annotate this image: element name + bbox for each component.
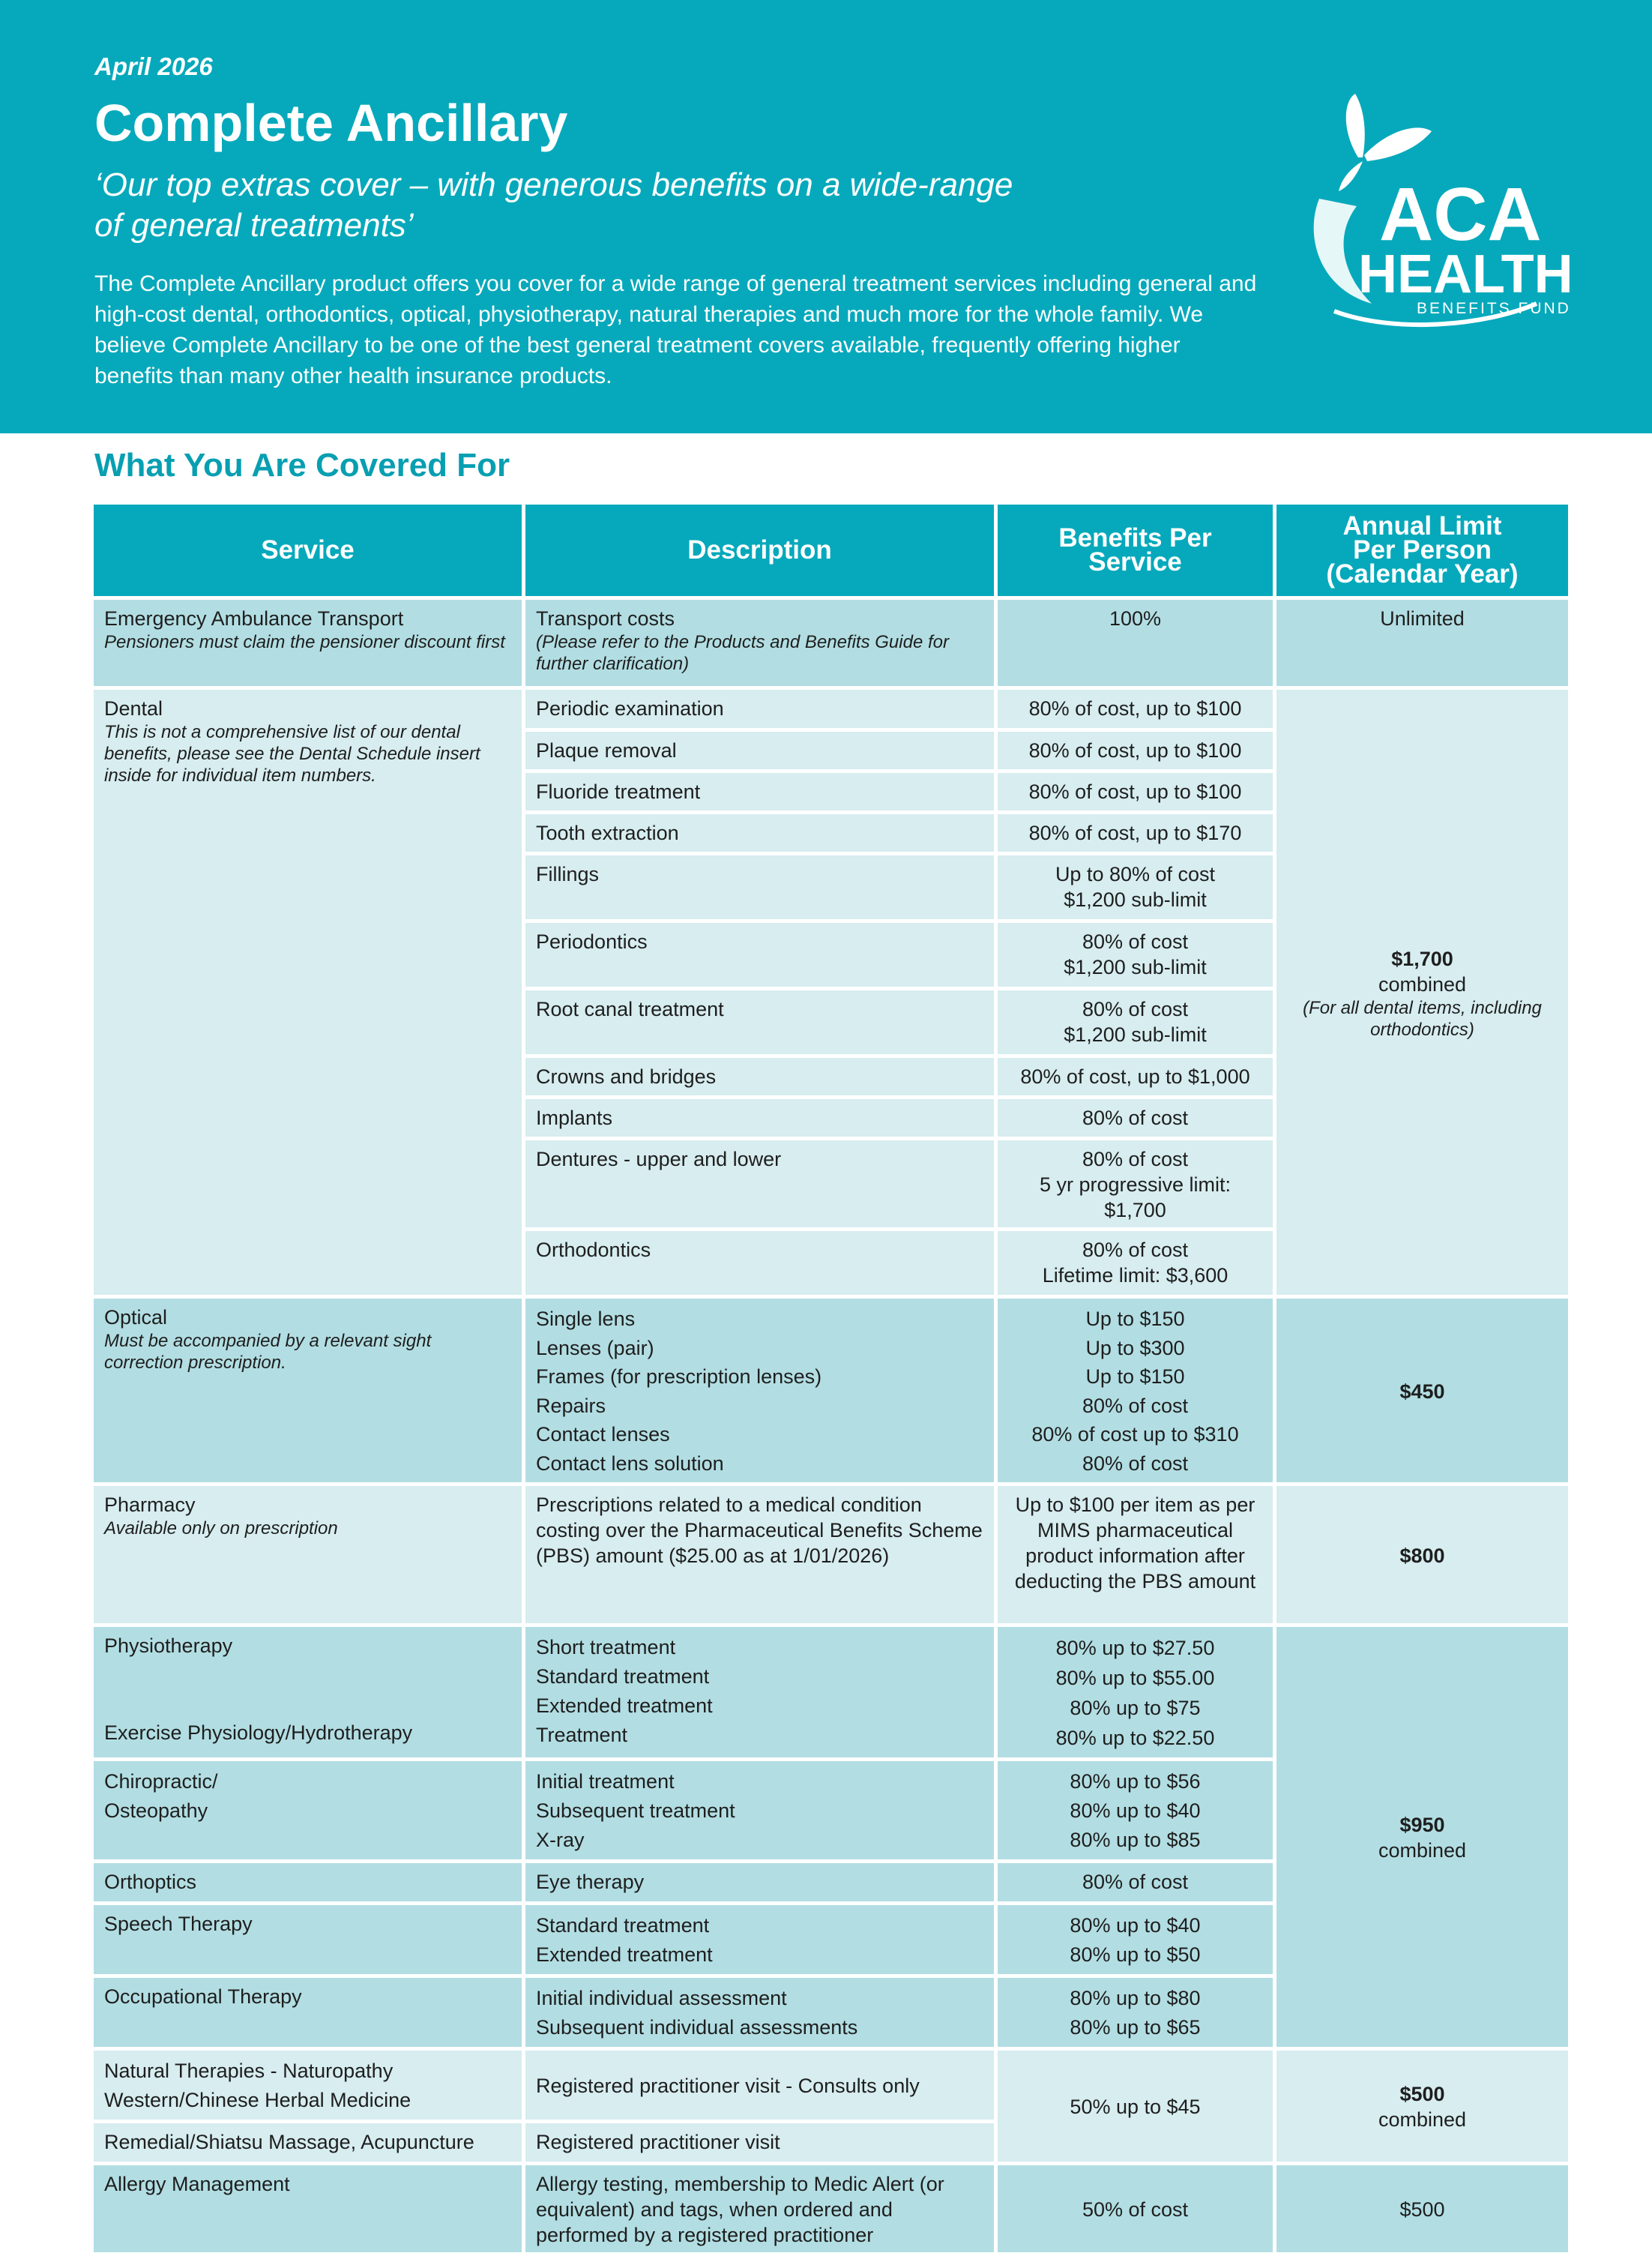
- benefit-line: 80% of cost: [1082, 930, 1189, 953]
- table-row: [92, 688, 1570, 730]
- description-cell: Periodontics: [524, 921, 996, 989]
- benefit-line: $1,200 sub-limit: [1064, 888, 1207, 911]
- description-line: Single lens: [536, 1308, 636, 1330]
- benefit-cell: [996, 1904, 1275, 1976]
- benefit-cell: [996, 1976, 1275, 2049]
- description-line: Treatment: [536, 1724, 628, 1746]
- service-name: Osteopathy: [104, 1799, 208, 1822]
- aca-health-logo: [1289, 86, 1574, 334]
- limit-note: (For all dental items, including orthodontics): [1303, 997, 1542, 1040]
- benefit-line: 80% up to $85: [1070, 1829, 1201, 1851]
- benefit-line: Up to $150: [1085, 1365, 1185, 1388]
- limit-word: combined: [1378, 972, 1467, 996]
- service-name: Emergency Ambulance Transport: [104, 607, 404, 630]
- description-line: Initial individual assessment: [536, 1987, 787, 2009]
- benefit-line: Lifetime limit: $3,600: [1042, 1264, 1229, 1287]
- description-text: Registered practitioner visit - Consults only: [536, 2075, 920, 2097]
- benefit-cell: 80% of cost, up to $100: [996, 730, 1275, 771]
- description-line: Lenses (pair): [536, 1336, 654, 1359]
- service-optical: [92, 1297, 524, 1485]
- tagline-line-1: ‘Our top extras cover – with generous benefits on a wide-range: [94, 166, 1013, 203]
- page-title: Complete Ancillary: [94, 94, 568, 152]
- benefit-line: 80% up to $40: [1070, 1914, 1201, 1937]
- service-note: Must be accompanied by a relevant sight correction prescription.: [104, 1331, 432, 1373]
- limit-cell: $450: [1275, 1297, 1570, 1485]
- benefit-line: 80% up to $50: [1070, 1943, 1201, 1966]
- description-cell: [524, 1904, 996, 1976]
- benefit-line: 80% of cost: [1082, 1239, 1189, 1261]
- description-cell: [524, 1760, 996, 1862]
- benefit-cell: 80% of cost, up to $100: [996, 688, 1275, 730]
- header-benefits-line-1: Benefits Per: [1058, 523, 1212, 553]
- service-name: Dental: [104, 697, 163, 720]
- benefit-line: 80% up to $22.50: [1055, 1727, 1215, 1749]
- service-speech-therapy: Speech Therapy: [92, 1904, 524, 1976]
- service-note: This is not a comprehensive list of our dental benefits, please see the Dental Schedule insert inside for individual item numbers.: [104, 722, 480, 786]
- benefit-cell: [996, 1760, 1275, 1862]
- tagline: [94, 165, 1264, 246]
- description-cell: Dentures - upper and lower: [524, 1139, 996, 1230]
- benefit-line: 80% up to $40: [1070, 1799, 1201, 1822]
- service-orthoptics: Orthoptics: [92, 1862, 524, 1904]
- service-name: Physiotherapy: [104, 1634, 233, 1657]
- benefit-cell: 80% of cost, up to $100: [996, 771, 1275, 813]
- description-cell: Root canal treatment: [524, 989, 996, 1056]
- description-line: Extended treatment: [536, 1943, 713, 1966]
- description-cell: Tooth extraction: [524, 813, 996, 854]
- description-line: Standard treatment: [536, 1914, 710, 1937]
- header-limit-line-1: Annual Limit: [1342, 511, 1502, 541]
- benefit-cell: 80% of cost: [996, 1862, 1275, 1904]
- description-line: Contact lens solution: [536, 1452, 724, 1475]
- description-cell: [524, 2049, 996, 2122]
- header-banner: [0, 0, 1652, 433]
- benefit-line: $1,200 sub-limit: [1064, 1023, 1207, 1046]
- benefit-cell: 100%: [996, 598, 1275, 688]
- limit-cell-950: [1275, 1625, 1570, 2049]
- benefit-cell: [996, 1297, 1275, 1485]
- description-cell: Prescriptions related to a medical condition costing over the Pharmaceutical Benefits Scheme (PBS) amount ($25.00 as at 1/01/2026): [524, 1485, 996, 1625]
- benefit-line: 5 yr progressive limit:: [1039, 1173, 1232, 1196]
- description-note: (Please refer to the Products and Benefits Guide for further clarification): [536, 632, 949, 674]
- description-text: Transport costs: [536, 607, 675, 630]
- benefit-line: 80% of cost: [1082, 1452, 1189, 1475]
- benefit-cell: [996, 1230, 1275, 1297]
- benefit-line: 80% up to $27.50: [1055, 1637, 1215, 1659]
- table-row: [92, 1625, 1570, 1760]
- logo-word-aca: ACA: [1379, 172, 1542, 256]
- limit-word: combined: [1378, 2108, 1467, 2131]
- description-line: Initial treatment: [536, 1770, 675, 1793]
- benefit-cell: 50% up to $45: [996, 2049, 1275, 2164]
- benefit-line: 80% of cost: [1082, 998, 1189, 1020]
- limit-cell: Unlimited: [1275, 598, 1570, 688]
- limit-cell: $800: [1275, 1485, 1570, 1625]
- benefit-line: $1,200 sub-limit: [1064, 956, 1207, 978]
- service-name: Natural Therapies - Naturopathy: [104, 2060, 394, 2082]
- intro-paragraph: The Complete Ancillary product offers you cover for a wide range of general treatment services including general and high-cost dental, orthodontics, optical, physiotherapy, natural therapies and much more for the whole family. We believe Complete Ancillary to be one of the best general treatment covers available, frequently offering higher benefits than many other health insurance products.: [94, 271, 1257, 388]
- description-cell: Periodic examination: [524, 688, 996, 730]
- description-line: Repairs: [536, 1394, 606, 1417]
- service-pharmacy: [92, 1485, 524, 1625]
- table-row: [92, 1297, 1570, 1485]
- description-line: Contact lenses: [536, 1423, 670, 1446]
- limit-cell: $500: [1275, 2164, 1570, 2255]
- service-allergy-management: Allergy Management: [92, 2164, 524, 2255]
- service-remedial-massage: Remedial/Shiatsu Massage, Acupuncture: [92, 2122, 524, 2164]
- service-name: Chiropractic/: [104, 1770, 218, 1793]
- table-row: [92, 598, 1570, 688]
- service-occupational-therapy: Occupational Therapy: [92, 1976, 524, 2049]
- description-cell: Implants: [524, 1098, 996, 1139]
- description-line: Standard treatment: [536, 1665, 710, 1688]
- benefit-line: 80% up to $65: [1070, 2016, 1201, 2039]
- service-physiotherapy: [92, 1625, 524, 1760]
- benefit-cell: [996, 854, 1275, 921]
- service-ambulance: [92, 598, 524, 688]
- benefit-cell: 80% of cost, up to $1,000: [996, 1056, 1275, 1098]
- header-service: Service: [92, 503, 524, 598]
- benefit-cell: Up to $100 per item as per MIMS pharmaceutical product information after deducting the PBS amount: [996, 1485, 1275, 1625]
- benefit-cell: 80% of cost, up to $170: [996, 813, 1275, 854]
- description-cell: Orthodontics: [524, 1230, 996, 1297]
- benefit-line: 80% up to $75: [1070, 1697, 1201, 1719]
- section-title: What You Are Covered For: [94, 447, 510, 484]
- description-cell: Registered practitioner visit: [524, 2122, 996, 2164]
- benefit-line: 80% up to $56: [1070, 1770, 1201, 1793]
- description-line: X-ray: [536, 1829, 585, 1851]
- service-name: Pharmacy: [104, 1494, 196, 1516]
- service-note: Available only on prescription: [104, 1518, 338, 1538]
- coverage-table: [90, 501, 1572, 2256]
- description-cell: [524, 1976, 996, 2049]
- benefit-cell: [996, 921, 1275, 989]
- service-natural-therapies: [92, 2049, 524, 2122]
- header-benefits: [996, 503, 1275, 598]
- limit-amount: $950: [1399, 1814, 1445, 1836]
- benefit-line: $1,700: [1104, 1199, 1166, 1221]
- description-cell: Crowns and bridges: [524, 1056, 996, 1098]
- description-cell: Eye therapy: [524, 1862, 996, 1904]
- description-cell: [524, 1297, 996, 1485]
- description-cell: Fillings: [524, 854, 996, 921]
- limit-cell-500: [1275, 2049, 1570, 2164]
- tagline-line-2: of general treatments’: [94, 207, 414, 244]
- service-dental: [92, 688, 524, 1297]
- service-name: Optical: [104, 1306, 168, 1329]
- service-name-2: Exercise Physiology/Hydrotherapy: [104, 1721, 413, 1744]
- header-benefits-line-2: Service: [1088, 547, 1182, 577]
- logo-word-fund: BENEFITS FUND: [1417, 300, 1571, 317]
- benefit-line: 80% of cost: [1082, 1394, 1189, 1417]
- benefit-line: Up to $150: [1085, 1308, 1185, 1330]
- description-cell: Plaque removal: [524, 730, 996, 771]
- benefit-line: Up to 80% of cost: [1055, 863, 1216, 885]
- logo-word-health: HEALTH: [1358, 244, 1573, 304]
- benefit-cell: 50% of cost: [996, 2164, 1275, 2255]
- description-line: Short treatment: [536, 1636, 676, 1658]
- header-limit-line-2: Per Person: [1353, 535, 1492, 565]
- description-cell: Allergy testing, membership to Medic Alert (or equivalent) and tags, when ordered and performed by a registered practitioner: [524, 2164, 996, 2255]
- table-row: [92, 2164, 1570, 2255]
- table-row: [92, 1485, 1570, 1625]
- benefit-line: 80% of cost up to $310: [1031, 1423, 1239, 1446]
- benefit-line: 80% up to $55.00: [1055, 1667, 1215, 1689]
- description-line: Subsequent treatment: [536, 1799, 735, 1822]
- description-cell: [524, 1625, 996, 1760]
- benefit-cell: 80% of cost: [996, 1098, 1275, 1139]
- benefit-cell: [996, 1625, 1275, 1760]
- description-line: Subsequent individual assessments: [536, 2016, 858, 2039]
- header-limit-line-3: (Calendar Year): [1326, 559, 1519, 589]
- description-cell: [524, 598, 996, 688]
- benefit-cell: [996, 989, 1275, 1056]
- limit-word: combined: [1378, 1839, 1467, 1862]
- limit-amount: $1,700: [1391, 947, 1453, 970]
- service-name: Western/Chinese Herbal Medicine: [104, 2089, 412, 2111]
- header-description: Description: [524, 503, 996, 598]
- table-row: [92, 2049, 1570, 2122]
- table-header-row: [92, 503, 1570, 598]
- benefit-line: 80% up to $80: [1070, 1987, 1201, 2009]
- description-line: Frames (for prescription lenses): [536, 1365, 822, 1388]
- benefit-line: 80% of cost: [1082, 1148, 1189, 1170]
- issue-date: April 2026: [94, 52, 213, 80]
- description-line: Extended treatment: [536, 1694, 713, 1717]
- description-cell: Fluoride treatment: [524, 771, 996, 813]
- header-annual-limit: [1275, 503, 1570, 598]
- benefit-cell: [996, 1139, 1275, 1230]
- limit-cell-dental: [1275, 688, 1570, 1297]
- service-note: Pensioners must claim the pensioner discount first: [104, 632, 505, 652]
- service-chiropractic: [92, 1760, 524, 1862]
- limit-amount: $500: [1399, 2083, 1445, 2105]
- benefit-line: Up to $300: [1085, 1336, 1185, 1359]
